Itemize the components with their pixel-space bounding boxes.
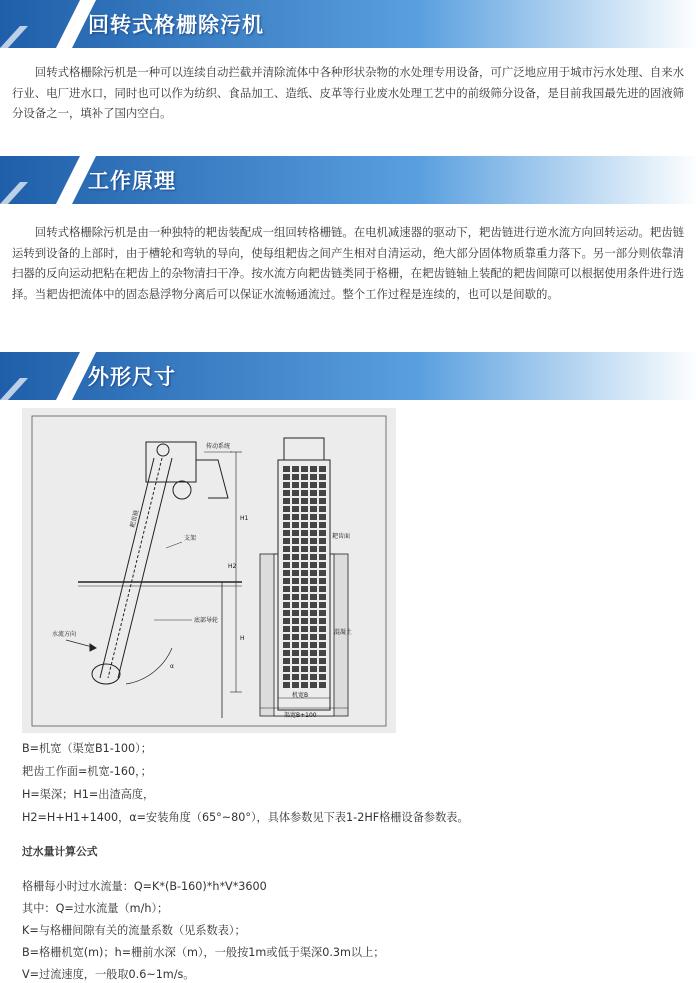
rake-tooth-cell bbox=[301, 498, 308, 504]
rake-tooth-cell bbox=[310, 586, 317, 592]
rake-tooth-cell bbox=[301, 586, 308, 592]
rake-tooth-cell bbox=[310, 514, 317, 520]
rake-tooth-cell bbox=[283, 634, 290, 640]
rake-tooth-cell bbox=[283, 538, 290, 544]
rake-tooth-cell bbox=[301, 610, 308, 616]
rake-tooth-cell bbox=[292, 578, 299, 584]
rake-tooth-cell bbox=[319, 666, 326, 672]
rake-tooth-cell bbox=[319, 530, 326, 536]
rake-tooth-cell bbox=[301, 674, 308, 680]
rake-tooth-cell bbox=[301, 642, 308, 648]
section-title: 回转式格栅除污机 bbox=[88, 13, 264, 37]
rake-tooth-cell bbox=[319, 570, 326, 576]
rake-tooth-cell bbox=[319, 482, 326, 488]
section-header-intro bbox=[0, 0, 700, 48]
label-h2: H2 bbox=[228, 563, 237, 570]
rake-tooth-cell bbox=[283, 626, 290, 632]
rake-tooth-cell bbox=[310, 474, 317, 480]
rake-tooth-cell bbox=[283, 466, 290, 472]
rake-tooth-cell bbox=[292, 602, 299, 608]
rake-tooth-cell bbox=[292, 570, 299, 576]
rake-tooth-cell bbox=[301, 490, 308, 496]
rake-tooth-cell bbox=[310, 554, 317, 560]
label-rake: 耙齿链 bbox=[129, 509, 141, 529]
spec-line: H2=H+H1+1400，α=安装角度（65°~80°），具体参数见下表1-2HF格栅设备参数表。 bbox=[22, 811, 469, 824]
label-width: 机宽B bbox=[292, 692, 309, 699]
formula-line: B=格栅机宽(m)；h=栅前水深（m），一般按1m或低于渠深0.3m以上； bbox=[22, 946, 385, 959]
rake-tooth-cell bbox=[319, 642, 326, 648]
rake-tooth-cell bbox=[283, 474, 290, 480]
rake-tooth-cell bbox=[283, 498, 290, 504]
rake-tooth-cell bbox=[310, 570, 317, 576]
rake-tooth-cell bbox=[292, 618, 299, 624]
rake-tooth-cell bbox=[292, 634, 299, 640]
rake-tooth-cell bbox=[301, 546, 308, 552]
rake-tooth-cell bbox=[319, 522, 326, 528]
rake-tooth-cell bbox=[310, 490, 317, 496]
rake-tooth-cell bbox=[310, 602, 317, 608]
rake-tooth-cell bbox=[283, 650, 290, 656]
rake-tooth-cell bbox=[310, 658, 317, 664]
rake-tooth-cell bbox=[310, 498, 317, 504]
rake-tooth-cell bbox=[310, 618, 317, 624]
rake-tooth-cell bbox=[292, 626, 299, 632]
rake-tooth-cell bbox=[319, 626, 326, 632]
rake-tooth-cell bbox=[292, 538, 299, 544]
rake-tooth-cell bbox=[301, 658, 308, 664]
rake-tooth-cell bbox=[301, 506, 308, 512]
rake-tooth-cell bbox=[319, 634, 326, 640]
rake-tooth-cell bbox=[283, 482, 290, 488]
rake-tooth-cell bbox=[319, 562, 326, 568]
rake-tooth-cell bbox=[292, 514, 299, 520]
rake-tooth-cell bbox=[283, 610, 290, 616]
rake-tooth-cell bbox=[310, 626, 317, 632]
rake-tooth-cell bbox=[301, 570, 308, 576]
rake-tooth-cell bbox=[301, 474, 308, 480]
rake-tooth-cell bbox=[283, 674, 290, 680]
rake-tooth-cell bbox=[319, 650, 326, 656]
rake-tooth-cell bbox=[292, 506, 299, 512]
side-view bbox=[66, 442, 242, 718]
rake-tooth-cell bbox=[283, 618, 290, 624]
rake-tooth-cell bbox=[301, 530, 308, 536]
rake-tooth-cell bbox=[319, 514, 326, 520]
rake-tooth-cell bbox=[292, 554, 299, 560]
formula-heading: 过水量计算公式 bbox=[22, 845, 98, 858]
rake-tooth-cell bbox=[292, 482, 299, 488]
label-h1: H1 bbox=[240, 515, 249, 522]
rake-tooth-cell bbox=[310, 666, 317, 672]
rake-tooth-cell bbox=[319, 658, 326, 664]
principle-paragraph: 回转式格栅除污机是由一种独特的耙齿装配成一组回转格栅链。在电机减速器的驱动下，耙齿链进行逆水流方向回转运动。耙齿链运转到设备的上部时，由于槽轮和弯轨的导向，使每组耙齿之间产生相对自清运动，绝大部分固体物质靠重力落下。另一部分则依靠清扫器的反向运动把粘在耙齿上的杂物清扫干净。按水流方向耙齿链类同于格栅，在耙齿链轴上装配的耙齿间隙可以根据使用条件进行选择。当耙齿把流体中的固态悬浮物分离后可以保证水流畅通流过。整个工作过程是连续的，也可以是间歇的。 bbox=[12, 225, 685, 301]
label-concrete: 混凝土 bbox=[334, 629, 353, 636]
rake-tooth-cell bbox=[292, 674, 299, 680]
rake-tooth-cell bbox=[310, 546, 317, 552]
rake-tooth-cell bbox=[310, 642, 317, 648]
rake-tooth-cell bbox=[301, 522, 308, 528]
rake-tooth-cell bbox=[283, 602, 290, 608]
rake-tooth-cell bbox=[319, 466, 326, 472]
rake-tooth-cell bbox=[301, 602, 308, 608]
rake-tooth-cell bbox=[292, 498, 299, 504]
rake-tooth-cell bbox=[310, 578, 317, 584]
rake-tooth-cell bbox=[283, 554, 290, 560]
rake-tooth-cell bbox=[301, 466, 308, 472]
rake-tooth-cell bbox=[319, 546, 326, 552]
rake-tooth-cell bbox=[310, 506, 317, 512]
label-flow: 水流方向 bbox=[52, 631, 77, 638]
spec-line: H=渠深；H1=出渣高度， bbox=[22, 788, 155, 801]
rake-tooth-cell bbox=[310, 538, 317, 544]
rake-tooth-cell bbox=[283, 546, 290, 552]
rake-tooth-cell bbox=[310, 466, 317, 472]
rake-tooth-cell bbox=[292, 610, 299, 616]
rake-tooth-cell bbox=[310, 610, 317, 616]
dimension-drawing bbox=[22, 408, 396, 733]
rake-tooth-cell bbox=[292, 466, 299, 472]
rake-tooth-cell bbox=[301, 482, 308, 488]
formula-line: 其中：Q=过水流量（m/h）； bbox=[22, 902, 169, 915]
rake-tooth-cell bbox=[292, 666, 299, 672]
label-guide: 底部导轮 bbox=[194, 617, 219, 624]
rake-tooth-cell bbox=[283, 682, 290, 688]
label-h: H bbox=[240, 635, 245, 642]
rake-tooth-cell bbox=[283, 578, 290, 584]
rake-tooth-cell bbox=[292, 546, 299, 552]
rake-tooth-cell bbox=[310, 594, 317, 600]
spec-line: 耙齿工作面=机宽-160，； bbox=[22, 765, 152, 778]
rake-tooth-cell bbox=[283, 570, 290, 576]
rake-tooth-cell bbox=[301, 634, 308, 640]
section-header-dimensions bbox=[0, 352, 700, 400]
section-title: 工作原理 bbox=[88, 169, 176, 193]
rake-tooth-cell bbox=[283, 642, 290, 648]
rake-tooth-cell bbox=[301, 594, 308, 600]
rake-tooth-cell bbox=[283, 490, 290, 496]
label-channel: 渠宽B+100 bbox=[284, 712, 317, 719]
rake-tooth-cell bbox=[310, 674, 317, 680]
rake-tooth-cell bbox=[292, 474, 299, 480]
rake-tooth-cell bbox=[283, 666, 290, 672]
rake-tooth-cell bbox=[319, 474, 326, 480]
rake-tooth-cell bbox=[310, 530, 317, 536]
rake-tooth-cell bbox=[310, 650, 317, 656]
rake-tooth-cell bbox=[310, 482, 317, 488]
rake-tooth-cell bbox=[301, 650, 308, 656]
rake-tooth-cell bbox=[283, 514, 290, 520]
rake-tooth-cell bbox=[319, 490, 326, 496]
rake-tooth-cell bbox=[319, 578, 326, 584]
label-drive: 传动系统 bbox=[206, 443, 231, 450]
formula-line: 格栅每小时过水流量：Q=K*(B-160)*h*V*3600 bbox=[22, 880, 267, 893]
label-support: 支架 bbox=[184, 535, 197, 542]
rake-tooth-cell bbox=[301, 682, 308, 688]
rake-tooth-cell bbox=[319, 498, 326, 504]
rake-tooth-cell bbox=[301, 626, 308, 632]
rake-tooth-cell bbox=[301, 514, 308, 520]
spec-line: B=机宽（渠宽B1-100）； bbox=[22, 742, 152, 755]
rake-tooth-cell bbox=[301, 666, 308, 672]
label-rake-tooth: 耙齿面 bbox=[332, 533, 351, 540]
rake-tooth-cell bbox=[283, 562, 290, 568]
rake-tooth-cell bbox=[283, 522, 290, 528]
formula-line: K=与格栅间隙有关的流量系数（见系数表）； bbox=[22, 924, 246, 937]
rake-tooth-cell bbox=[301, 554, 308, 560]
rake-tooth-cell bbox=[301, 578, 308, 584]
rake-tooth-cell bbox=[319, 594, 326, 600]
rake-tooth-cell bbox=[283, 530, 290, 536]
rake-tooth-cell bbox=[301, 538, 308, 544]
rake-tooth-cell bbox=[292, 658, 299, 664]
rake-tooth-cell bbox=[301, 562, 308, 568]
rake-tooth-cell bbox=[319, 506, 326, 512]
rake-tooth-cell bbox=[283, 586, 290, 592]
label-alpha: α bbox=[170, 663, 174, 670]
rake-tooth-cell bbox=[310, 682, 317, 688]
rake-tooth-cell bbox=[292, 642, 299, 648]
section-title: 外形尺寸 bbox=[88, 365, 176, 389]
formula-line: V=过流速度，一般取0.6~1m/s。 bbox=[22, 968, 195, 981]
rake-tooth-cell bbox=[301, 618, 308, 624]
section-header-principle bbox=[0, 156, 700, 204]
rake-tooth-cell bbox=[319, 610, 326, 616]
rake-tooth-cell bbox=[283, 658, 290, 664]
rake-tooth-cell bbox=[319, 554, 326, 560]
rake-tooth-cell bbox=[310, 522, 317, 528]
rake-tooth-cell bbox=[292, 522, 299, 528]
rake-tooth-cell bbox=[292, 594, 299, 600]
rake-tooth-cell bbox=[319, 682, 326, 688]
rake-tooth-cell bbox=[292, 490, 299, 496]
rake-tooth-cell bbox=[292, 562, 299, 568]
rake-tooth-cell bbox=[283, 594, 290, 600]
rake-tooth-cell bbox=[292, 586, 299, 592]
rake-tooth-cell bbox=[319, 674, 326, 680]
rake-tooth-cell bbox=[310, 634, 317, 640]
rake-tooth-cell bbox=[319, 538, 326, 544]
intro-paragraph: 回转式格栅除污机是一种可以连续自动拦截并清除流体中各种形状杂物的水处理专用设备，可广泛地应用于城市污水处理、自来水行业、电厂进水口，同时也可以作为纺织、食品加工、造纸、皮革等行业废水处理工艺中的前级筛分设备，是目前我国最先进的固液筛分设备之一，填补了国内空白。 bbox=[12, 65, 685, 120]
rake-tooth-cell bbox=[319, 618, 326, 624]
rake-tooth-cell bbox=[310, 562, 317, 568]
rake-tooth-cell bbox=[319, 602, 326, 608]
rake-tooth-cell bbox=[292, 650, 299, 656]
rake-tooth-cell bbox=[283, 506, 290, 512]
rake-tooth-cell bbox=[292, 530, 299, 536]
rake-tooth-cell bbox=[292, 682, 299, 688]
rake-tooth-cell bbox=[319, 586, 326, 592]
